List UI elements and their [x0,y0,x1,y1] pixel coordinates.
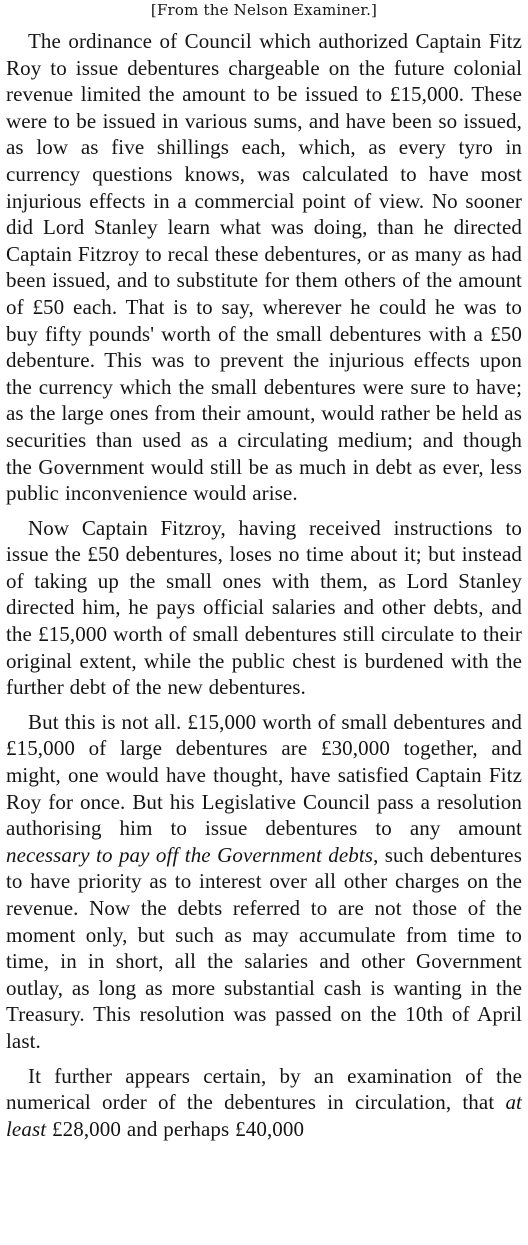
paragraph-4-text-a: It further appears certain, by an examination of the numerical order of the debentures in circulation, that [6,1063,522,1115]
paragraph-1 [6,28,522,507]
paragraph-4 [6,1063,522,1143]
article-column [6,0,522,1142]
paragraph-3-text-b: , such debentures to have priority as to interest over all other charges on the revenue. Now the debts referred to are not those of the moment only, but such as may accumulate from time to time, in in short, all the salaries and other Government outlay, as long as more substantial cash is wanting in the Treasury. This resolution was passed on the 10th of April last. [6,842,523,1053]
paragraph-4-text-b: £28,000 and perhaps £40,000 [46,1116,305,1141]
paragraph-2 [6,515,522,701]
paragraph-3 [6,709,522,1055]
paragraph-2-text: Now Captain Fitzroy, having received instructions to issue the £50 debentures, loses no time about it; but instead of taking up the small ones with them, as Lord Stanley directed him, he pays official salaries and other debts, and the £15,000 worth of small debentures still circulate to their original extent, while the public chest is burdened with the further debt of the new debentures. [6,515,522,700]
source-line: [From the Nelson Examiner.] [150,1,378,19]
paragraph-1-text: The ordinance of Council which authorized Captain Fitz Roy to issue debentures chargeable on the future colonial revenue limited the amount to be issued to £15,000. These were to be issued in various sums, and have been so issued, as low as five shillings each, which, as every tyro in currency questions knows, was calculated to have most injurious effects in a commercial point of view. No sooner did Lord Stanley learn what was doing, than he directed Captain Fitzroy to recal these debentures, or as many as had been issued, and to substitute for them others of the amount of £50 each. That is to say, wherever he could he was to buy fifty pounds' worth of the small debentures with a £50 debenture. This was to prevent the injurious effects upon the currency which the small debentures were sure to have; as the large ones from their amount, would rather be held as securities than used as a circulating medium; and though the Government would still be as much in debt as ever, less public inconvenience would arise. [6,29,522,506]
paragraph-3-italic-phrase: necessary to pay off the Government debts [6,842,374,867]
paragraph-4-italic-phrase: at least [6,1090,522,1141]
paragraph-3-text-a: But this is not all. £15,000 worth of small debentures and £15,000 of large debentures are £30,000 together, and might, one would have thought, have satisfied Captain Fitz Roy for once. But his Legislative Council pass a resolution authorising him to issue debentures to any amount [6,709,522,841]
